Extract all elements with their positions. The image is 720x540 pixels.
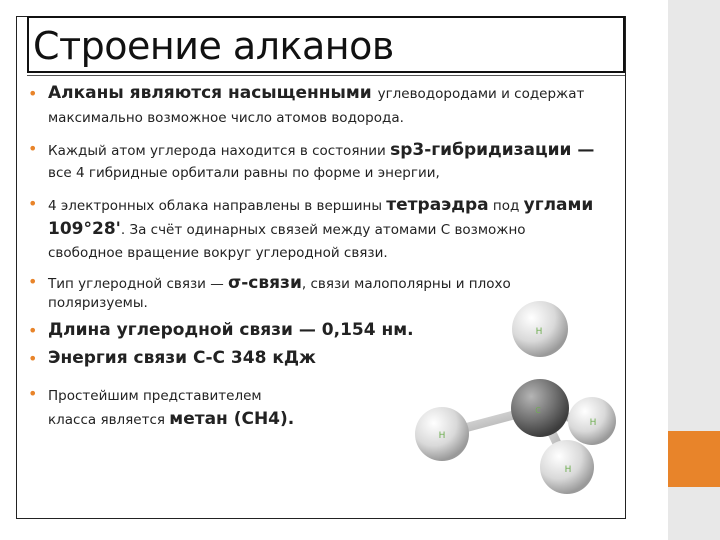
bullet-text: все 4 гибридные орбитали равны по форме и энергии, [48,165,440,181]
atom-label-h-right: H [589,418,597,428]
bullet-line [48,107,404,126]
bullet-text: , связи малополярны и плохо [301,276,511,292]
bullet-text: углами [523,195,594,215]
bullet-dot: • [28,384,38,403]
slide-sidebar-accent [668,431,720,487]
bullet-dot: • [28,349,38,368]
title-box [27,16,625,73]
bullet-text: σ-связи [228,273,302,293]
bullet-text: . За счёт одинарных связей между атомами С возможно [120,222,526,238]
bullet-text: тетраэдра [386,195,489,215]
bullet-dot: • [28,272,38,291]
bullet-line [48,273,511,293]
bullet-text: Длина углеродной связи — 0,154 нм. [48,320,414,340]
bullet-line [48,242,388,261]
atom-label-c: C [535,406,541,415]
title-underline [27,75,625,76]
atom-label-h-bottom: H [564,465,572,475]
bullet-line [48,409,294,429]
bullet-line [48,195,593,215]
bullet-line [48,83,584,103]
bullet-text: 4 электронных облака направлены в вершины [48,198,387,214]
bullet-line [48,219,526,239]
bullet-dot: • [28,321,38,340]
bullet-text: sp3-гибридизации — [390,140,595,160]
bullet-text: Тип углеродной связи — [48,276,229,292]
bullet-dot: • [28,194,38,213]
bullet-dot: • [28,139,38,158]
bullet-line [48,292,148,311]
methane-molecule [415,296,635,496]
bullet-dot: • [28,84,38,103]
bullet-text: поляризуемы. [48,295,148,311]
bullet-text: под [488,198,524,214]
bullet-text: Простейшим представителем [48,388,262,404]
bullet-text: класса является [48,412,170,428]
page-title: Строение алканов [33,24,394,68]
bullet-text: углеводородами и содержат [377,86,585,102]
atom-label-h-top: H [535,327,543,337]
bullet-text: метан (СН4). [169,409,295,429]
bullet-text: Каждый атом углерода находится в состоянии [48,143,391,159]
bullet-text: максимально возможное число атомов водорода. [48,110,404,126]
bullet-line [48,162,440,181]
bullet-text: свободное вращение вокруг углеродной связи. [48,245,388,261]
bullet-text: 109°28' [48,219,121,239]
bullet-line [48,320,414,340]
bullet-line [48,140,594,160]
bullet-text: Алканы являются насыщенными [48,83,378,103]
bullet-line [48,348,316,368]
bullet-text: Энергия связи С-С 348 кДж [48,348,316,368]
bullet-line [48,385,262,404]
atom-label-h-left: H [438,431,446,441]
